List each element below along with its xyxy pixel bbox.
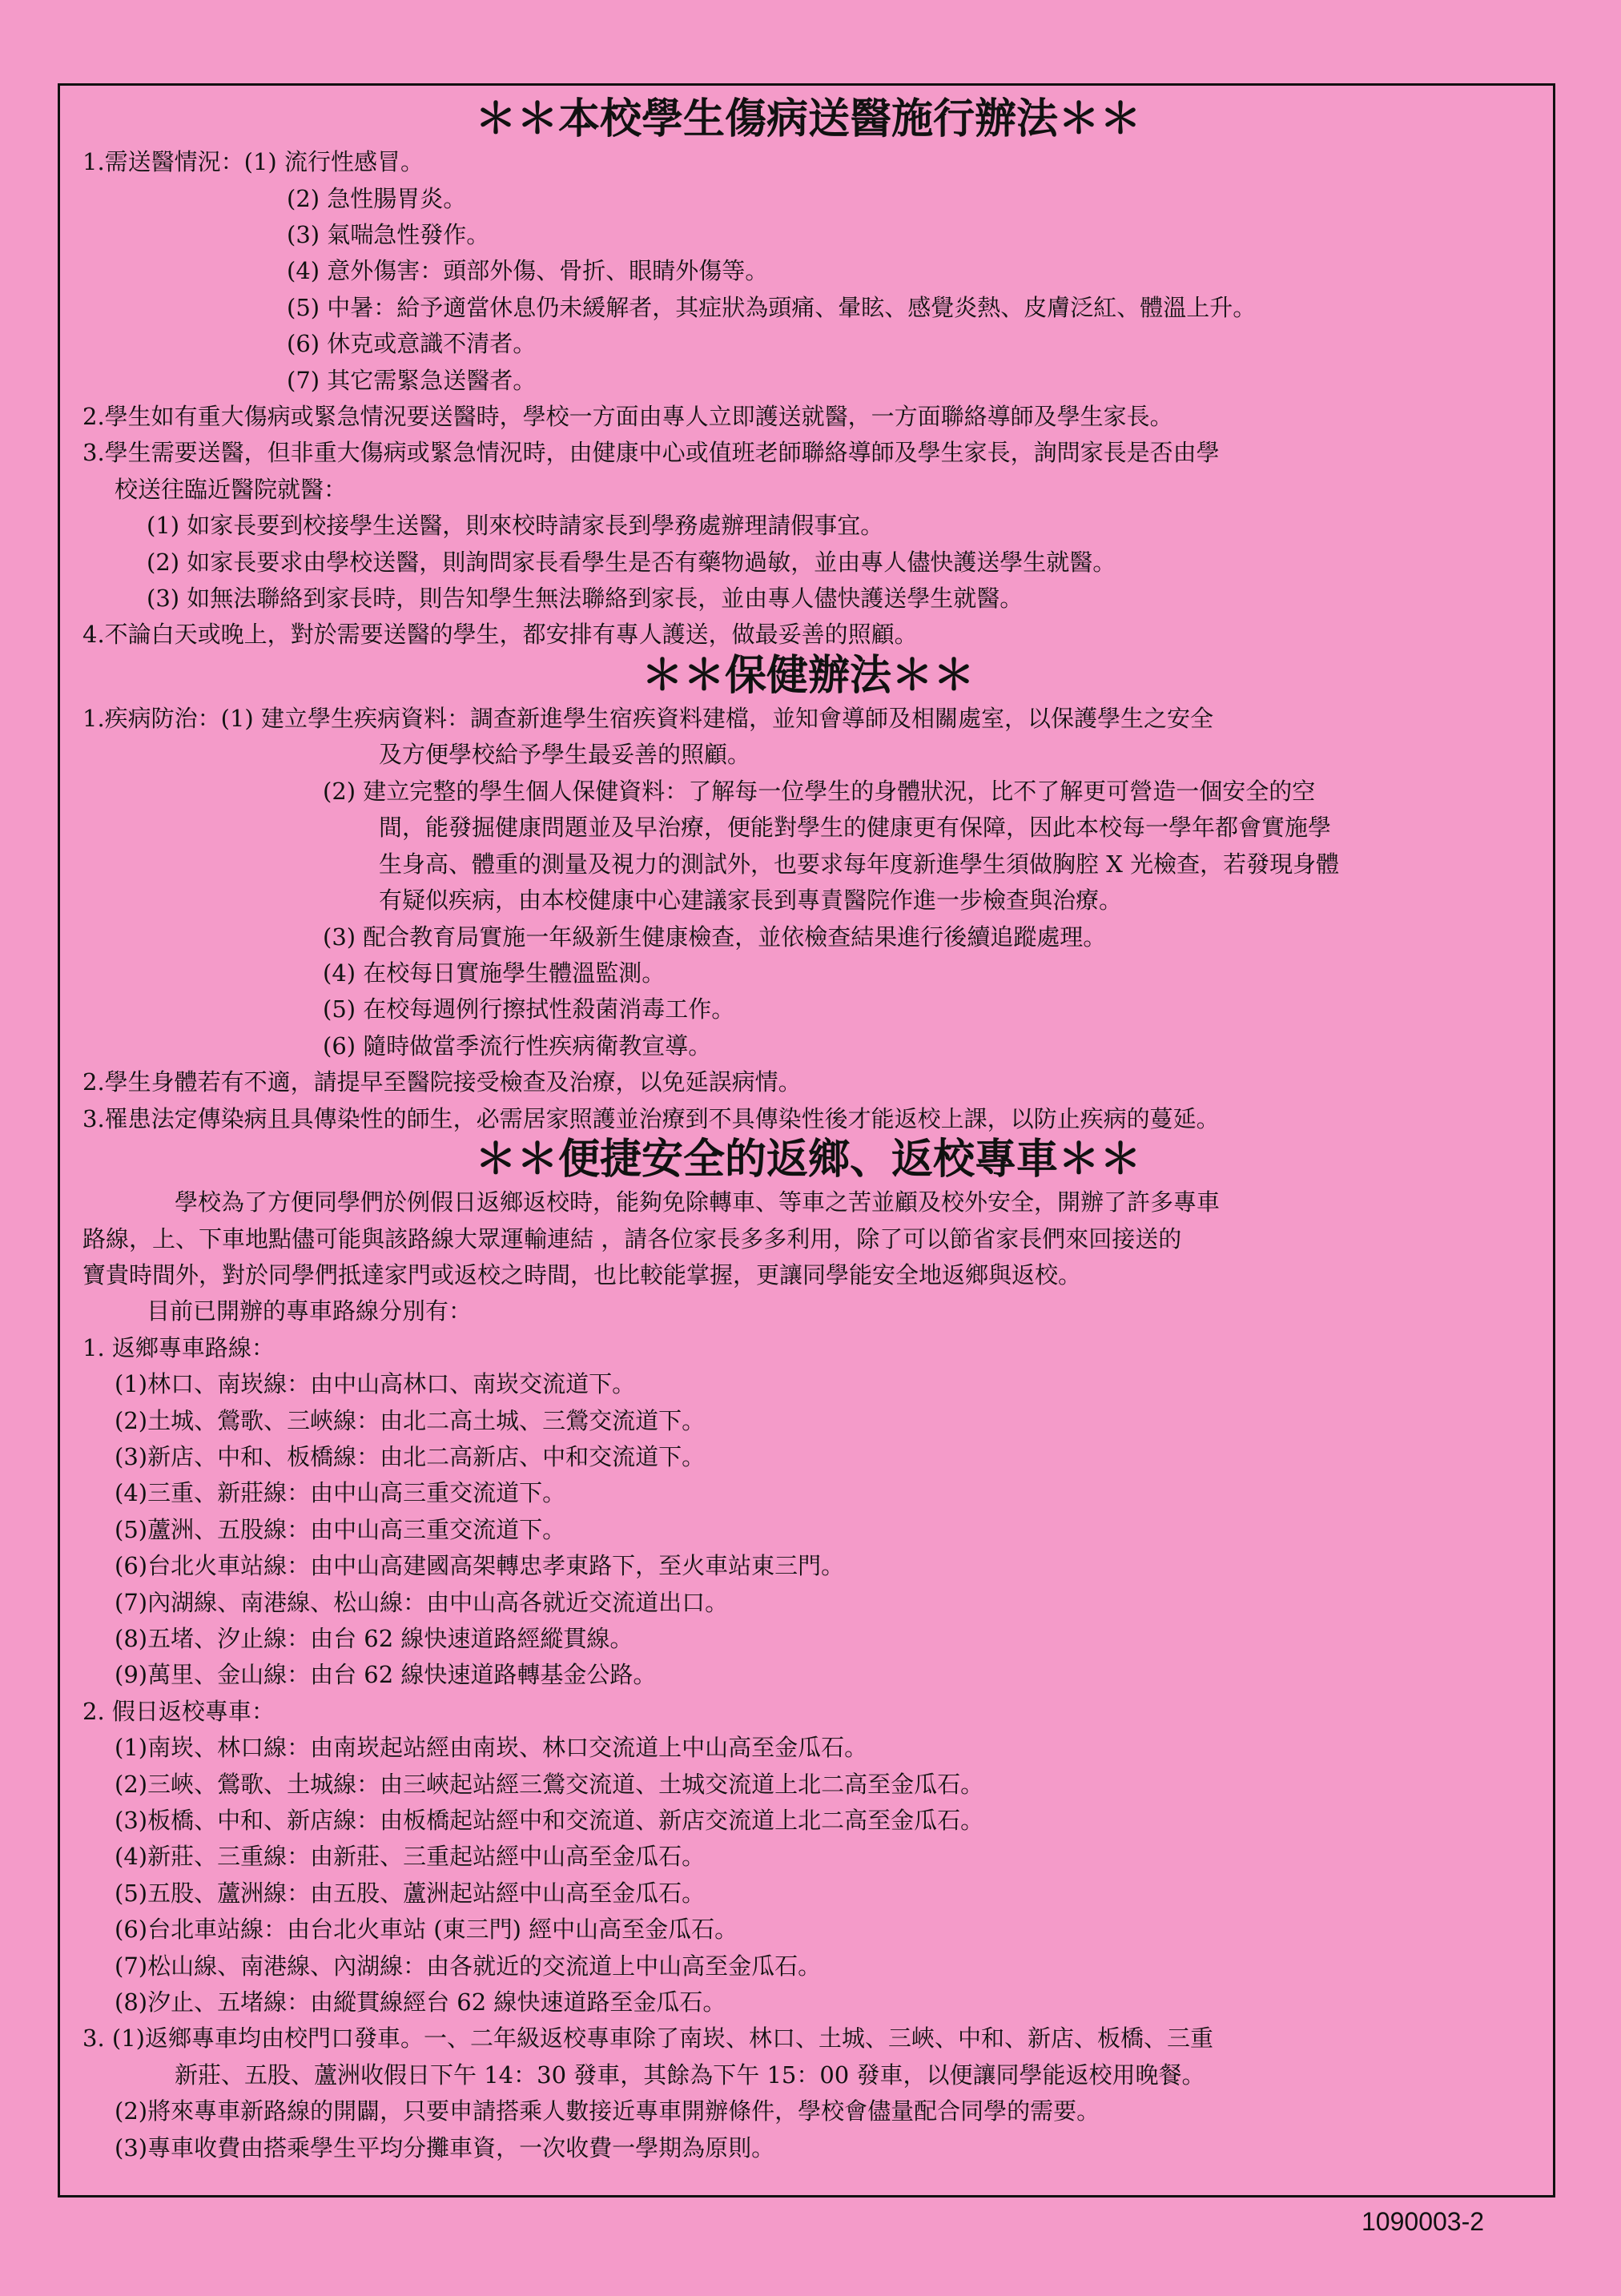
home-route-item: (1)林口、南崁線：由中山高林口、南崁交流道下。 xyxy=(115,1370,636,1398)
section2-line: 有疑似疾病，由本校健康中心建議家長到專責醫院作進一步檢查與治療。 xyxy=(379,887,1123,915)
home-routes-title: 1. 返鄉專車路線： xyxy=(82,1333,275,1361)
home-route-item: (9)萬里、金山線：由台 62 線快速道路轉基金公路。 xyxy=(115,1661,657,1689)
section2-line: (3) 配合教育局實施一年級新生健康檢查，並依檢查結果進行後續追蹤處理。 xyxy=(323,923,1107,951)
home-route-item: (8)五堵、汐止線：由台 62 線快速道路經縱貫線。 xyxy=(115,1625,634,1652)
home-route-item: (5)蘆洲、五股線：由中山高三重交流道下。 xyxy=(115,1515,566,1543)
school-route-item: (1)南崁、林口線：由南崁起站經由南崁、林口交流道上中山高至金瓜石。 xyxy=(115,1734,868,1762)
section2-title: ＊＊保健辦法＊＊ xyxy=(641,651,975,700)
section1-line: 4.不論白天或晚上，對於需要送醫的學生，都安排有專人護送，做最妥善的照顧。 xyxy=(82,621,918,649)
school-route-item: (5)五股、蘆洲線：由五股、蘆洲起站經中山高至金瓜石。 xyxy=(115,1879,706,1907)
school-route-item: (7)松山線、南港線、內湖線：由各就近的交流道上中山高至金瓜石。 xyxy=(115,1952,822,1980)
home-route-item: (2)土城、鶯歌、三峽線：由北二高土城、三鶯交流道下。 xyxy=(115,1406,706,1434)
section2-line: (5) 在校每週例行擦拭性殺菌消毒工作。 xyxy=(323,995,735,1023)
document-frame xyxy=(58,83,1555,2197)
notes-line: 新莊、五股、蘆洲收假日下午 14：30 發車，其餘為下午 15：00 發車，以便讓同學能返校用晚餐。 xyxy=(175,2061,1205,2089)
section1-line: 3.學生需要送醫，但非重大傷病或緊急情況時，由健康中心或值班老師聯絡導師及學生家長，詢問家長是否由學 xyxy=(82,439,1220,467)
section2-line: (2) 建立完整的學生個人保健資料：了解每一位學生的身體狀況，比不了解更可營造一個安全的空 xyxy=(323,777,1316,805)
section1-line: (6) 休克或意識不清者。 xyxy=(287,330,537,358)
document-code: 1090003-2 xyxy=(1362,2207,1485,2236)
home-route-item: (7)內湖線、南港線、松山線：由中山高各就近交流道出口。 xyxy=(115,1588,729,1616)
section2-line: 3.罹患法定傳染病且具傳染性的師生，必需居家照護並治療到不具傳染性後才能返校上課，以防止疾病的蔓延。 xyxy=(82,1104,1220,1132)
section1-line: 2.學生如有重大傷病或緊急情況要送醫時，學校一方面由專人立即護送就醫，一方面聯絡導師及學生家長。 xyxy=(82,403,1173,431)
section1-line: (2) 急性腸胃炎。 xyxy=(287,184,467,212)
section3-intro-line: 寶貴時間外，對於同學們抵達家門或返校之時間，也比較能掌握，更讓同學能安全地返鄉與返校。 xyxy=(82,1261,1082,1289)
section2-line: 生身高、體重的測量及視力的測試外，也要求每年度新進學生須做胸腔 X 光檢查，若發現身體 xyxy=(379,850,1340,878)
notes-line: (3)專車收費由搭乘學生平均分攤車資，一次收費一學期為原則。 xyxy=(115,2133,775,2161)
school-route-item: (4)新莊、三重線：由新莊、三重起站經中山高至金瓜石。 xyxy=(115,1843,706,1871)
school-route-item: (3)板橋、中和、新店線：由板橋起站經中和交流道、新店交流道上北二高至金瓜石。 xyxy=(115,1807,984,1835)
section1-line: (5) 中暑：給予適當休息仍未緩解者，其症狀為頭痛、暈眩、感覺炎熱、皮膚泛紅、體溫上升。 xyxy=(287,293,1257,321)
school-route-item: (2)三峽、鶯歌、土城線：由三峽起站經三鶯交流道、土城交流道上北二高至金瓜石。 xyxy=(115,1770,984,1798)
section1-line: (4) 意外傷害：頭部外傷、骨折、眼睛外傷等。 xyxy=(287,257,769,285)
school-routes-title: 2. 假日返校專車： xyxy=(82,1697,275,1725)
home-route-item: (4)三重、新莊線：由中山高三重交流道下。 xyxy=(115,1479,566,1507)
notes-line: 3. (1)返鄉專車均由校門口發車。一、二年級返校專車除了南崁、林口、土城、三峽、中和、新店、板橋、三重 xyxy=(82,2025,1213,2053)
section1-line: (2) 如家長要求由學校送醫，則詢問家長看學生是否有藥物過敏，並由專人儘快護送學生就醫。 xyxy=(147,548,1116,576)
school-route-item: (6)台北車站線：由台北火車站 (東三門) 經中山高至金瓜石。 xyxy=(115,1916,738,1944)
section3-intro-line: 路線，上、下車地點儘可能與該路線大眾運輸連結 ，請各位家長多多利用，除了可以節省家長們來回接送的 xyxy=(82,1224,1182,1253)
section3-title: ＊＊便捷安全的返鄉、返校專車＊＊ xyxy=(474,1135,1141,1184)
section3-intro-line: 學校為了方便同學們於例假日返鄉返校時，能夠免除轉車、等車之苦並顧及校外安全，開辦了許多專車 xyxy=(175,1188,1221,1216)
home-route-item: (3)新店、中和、板橋線：由北二高新店、中和交流道下。 xyxy=(115,1442,706,1470)
section2-line: 1.疾病防治：(1) 建立學生疾病資料：調查新進學生宿疾資料建檔，並知會導師及相關處室，以保護學生之安全 xyxy=(82,705,1213,733)
section2-line: 及方便學校給予學生最妥善的照顧。 xyxy=(379,741,751,769)
section1-line: (3) 如無法聯絡到家長時，則告知學生無法聯絡到家長，並由專人儘快護送學生就醫。 xyxy=(147,585,1024,613)
section1-line: 校送往臨近醫院就醫： xyxy=(115,475,348,503)
section2-line: (4) 在校每日實施學生體溫監測。 xyxy=(323,959,666,987)
home-route-item: (6)台北火車站線：由中山高建國高架轉忠孝東路下，至火車站東三門。 xyxy=(115,1552,845,1580)
section3-intro-line: 目前已開辦的專車路線分別有： xyxy=(147,1297,473,1325)
section1-line: (1) 如家長要到校接學生送醫，則來校時請家長到學務處辦理請假事宜。 xyxy=(147,512,884,540)
section1-title: ＊＊本校學生傷病送醫施行辦法＊＊ xyxy=(474,95,1141,143)
section1-line: (3) 氣喘急性發作。 xyxy=(287,221,490,248)
notes-line: (2)將來專車新路線的開闢，只要申請搭乘人數接近專車開辦條件，學校會儘量配合同學的需要。 xyxy=(115,2097,1100,2125)
school-route-item: (8)汐止、五堵線：由縱貫線經台 62 線快速道路至金瓜石。 xyxy=(115,1988,726,2017)
section2-line: 2.學生身體若有不適，請提早至醫院接受檢查及治療，以免延誤病情。 xyxy=(82,1068,802,1096)
section2-line: 間，能發掘健康問題並及早治療，便能對學生的健康更有保障，因此本校每一學年都會實施學 xyxy=(379,814,1332,842)
section1-line: (7) 其它需緊急送醫者。 xyxy=(287,366,537,394)
section2-line: (6) 隨時做當季流行性疾病衛教宣導。 xyxy=(323,1031,712,1060)
section1-line: 1.需送醫情況：(1) 流行性感冒。 xyxy=(82,148,424,176)
